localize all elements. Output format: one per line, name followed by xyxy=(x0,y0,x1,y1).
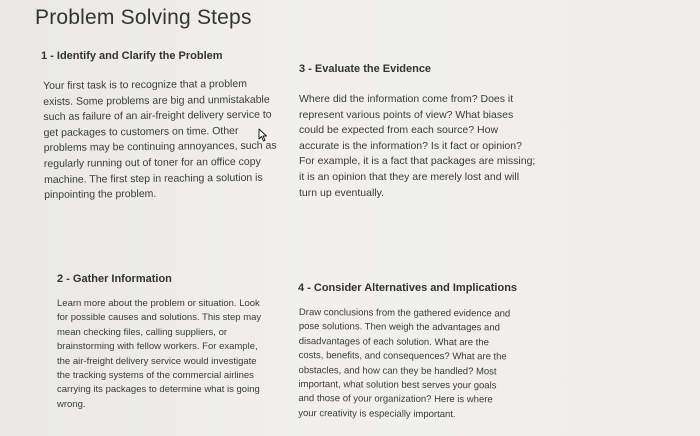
mouse-cursor-icon xyxy=(258,128,268,142)
step4-heading: 4 - Consider Alternatives and Implications xyxy=(298,282,518,294)
step1-body: Your first task is to recognize that a problem exists. Some problems are big and unmistakable such as failure of an air-freight delivery service to get packages to customers on time. Other problems may be continuing annoyances, such as regularly running out of toner for an office copy machine. The first step in reaching a solution is pinpointing the problem. xyxy=(43,77,277,202)
step2-body: Learn more about the problem or situation. Look for possible causes and solutions. This step may mean checking files, calling suppliers, or brainstorming with fellow workers. For example, the air-freight delivery service would investigate the tracking systems of the commercial airlines carrying its packages to determine what is going wrong. xyxy=(57,298,262,410)
step1-heading: 1 - Identify and Clarify the Problem xyxy=(41,50,223,62)
step3-body: Where did the information come from? Does it represent various points of view? What biases could be expected from each source? How accurate is the information? Is it fact or opinion? For example, it is a fact that packages are missing; it is an opinion that they are merely lost and will turn up eventually. xyxy=(299,93,536,199)
step4-body: Draw conclusions from the gathered evidence and pose solutions. Then weigh the advantages and disadvantages of each solution. What are the costs, benefits, and consequences? What are the obstacles, and how can they be handled? Most important, what solution best serves your goals and those of your organization? Here is where your creativity is especially important. xyxy=(298,306,511,420)
slide-title: Problem Solving Steps xyxy=(35,6,252,29)
step3-heading: 3 - Evaluate the Evidence xyxy=(299,63,432,75)
step2-heading: 2 - Gather Information xyxy=(57,273,172,285)
